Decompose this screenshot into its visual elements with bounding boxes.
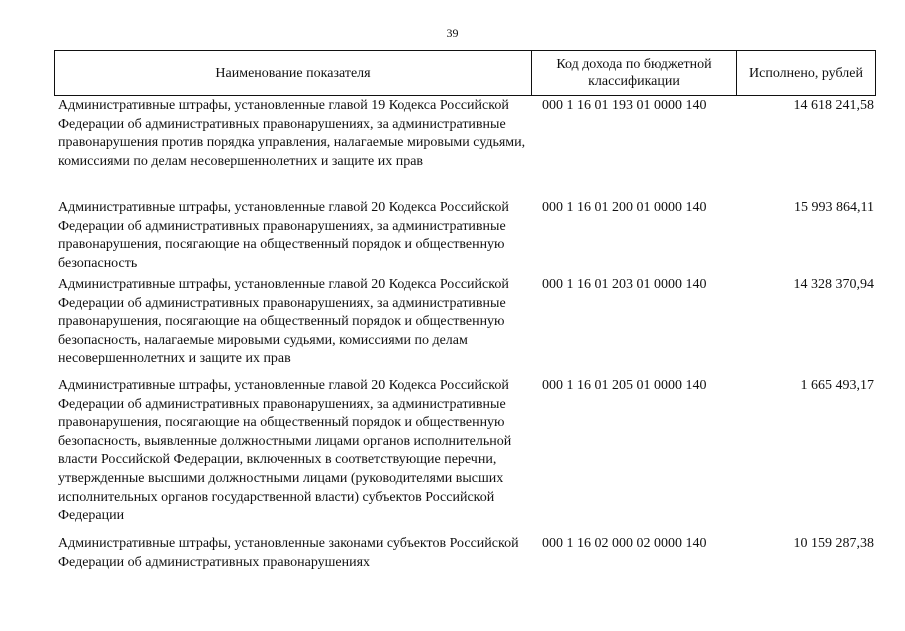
row-code: 000 1 16 01 200 01 0000 140 <box>542 200 707 215</box>
row-code: 000 1 16 01 193 01 0000 140 <box>542 98 707 113</box>
table-header <box>54 50 876 96</box>
row-amount: 15 993 864,11 <box>794 200 874 215</box>
row-amount: 10 159 287,38 <box>793 536 874 551</box>
row-name: Административные штрафы, установленные главой 20 Кодекса Российской Федерации об административных правонарушениях, за административные правонарушения, посягающие на общественный порядок и общественную безопасность, выявленные должностными лицами органов исполнительной власти Российской Федерации, включенных в соответствующие перечни, утвержденные высшими должностными лицами (руководителями высших исполнительных органов государственной власти) субъектов Российской Федерации <box>58 378 512 524</box>
row-name: Административные штрафы, установленные главой 20 Кодекса Российской Федерации об административных правонарушениях, за административные правонарушения, посягающие на общественный порядок и общественную безопасность <box>58 200 509 271</box>
row-name: Административные штрафы, установленные законами субъектов Российской Федерации об административных правонарушениях <box>58 536 519 570</box>
row-amount: 1 665 493,17 <box>800 378 874 393</box>
row-amount: 14 328 370,94 <box>793 277 874 292</box>
header-code: Код дохода по бюджетной классификации <box>532 51 737 95</box>
page-number: 39 <box>446 26 459 40</box>
row-code: 000 1 16 01 203 01 0000 140 <box>542 277 707 292</box>
row-code: 000 1 16 02 000 02 0000 140 <box>542 536 707 551</box>
row-code: 000 1 16 01 205 01 0000 140 <box>542 378 707 393</box>
row-name: Административные штрафы, установленные главой 20 Кодекса Российской Федерации об административных правонарушениях, за административные правонарушения, посягающие на общественный порядок и общественную безопасность, налагаемые мировыми судьями, комиссиями по делам несовершеннолетних и защите их прав <box>58 277 509 367</box>
header-amount: Исполнено, рублей <box>749 65 863 81</box>
row-name: Административные штрафы, установленные главой 19 Кодекса Российской Федерации об административных правонарушениях, за административные правонарушения против порядка управления, налагаемые мировыми судьями, комиссиями по делам несовершеннолетних и защите их прав <box>58 98 526 169</box>
header-name: Наименование показателя <box>55 51 532 95</box>
row-amount: 14 618 241,58 <box>793 98 874 113</box>
